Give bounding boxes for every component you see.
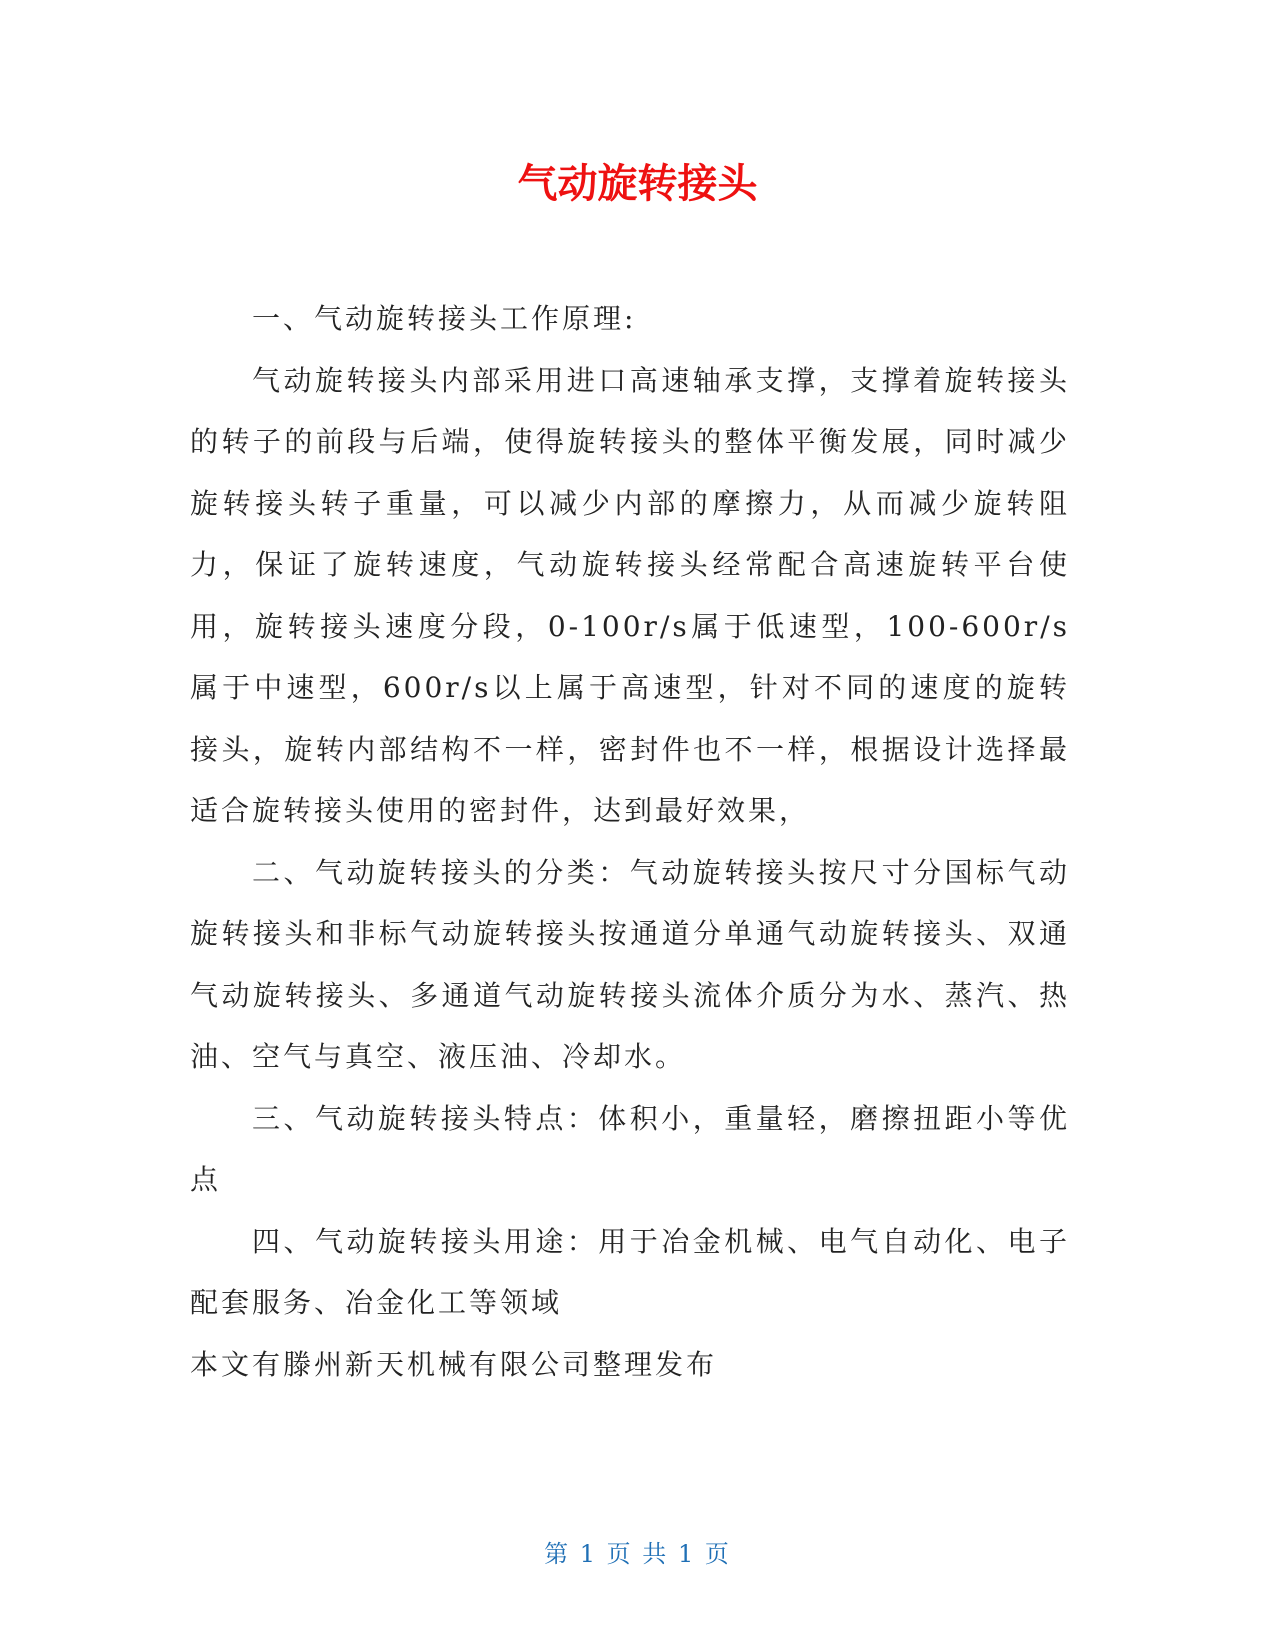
paragraph-applications: 四、气动旋转接头用途：用于冶金机械、电气自动化、电子配套服务、冶金化工等领域: [190, 1224, 1070, 1319]
document-body: [190, 288, 1070, 1395]
page-number-footer: 第 1 页 共 1 页: [544, 1540, 731, 1568]
section-heading-principle: 一、气动旋转接头工作原理:: [252, 302, 637, 335]
document-title: 气动旋转接头: [517, 161, 758, 207]
paragraph-classification: 二、气动旋转接头的分类：气动旋转接头按尺寸分国标气动旋转接头和非标气动旋转接头按通道分单通气动旋转接头、双通气动旋转接头、多通道气动旋转接头流体介质分为水、蒸汽、热油、空气与真空、液压油、冷却水。: [190, 855, 1070, 1073]
publisher-note: 本文有滕州新天机械有限公司整理发布: [190, 1347, 718, 1381]
paragraph-principle: 气动旋转接头内部采用进口高速轴承支撑，支撑着旋转接头的转子的前段与后端，使得旋转接头的整体平衡发展，同时减少旋转接头转子重量，可以减少内部的摩擦力，从而减少旋转阻力，保证了旋转速度，气动旋转接头经常配合高速旋转平台使用，旋转接头速度分段，0-100r/s属于低速型，100-600r/s属于中速型，600r/s以上属于高速型，针对不同的速度的旋转接头，旋转内部结构不一样，密封件也不一样，根据设计选择最适合旋转接头使用的密封件，达到最好效果，: [190, 363, 1070, 827]
paragraph-features: 三、气动旋转接头特点：体积小，重量轻，磨擦扭距小等优点: [190, 1101, 1070, 1196]
